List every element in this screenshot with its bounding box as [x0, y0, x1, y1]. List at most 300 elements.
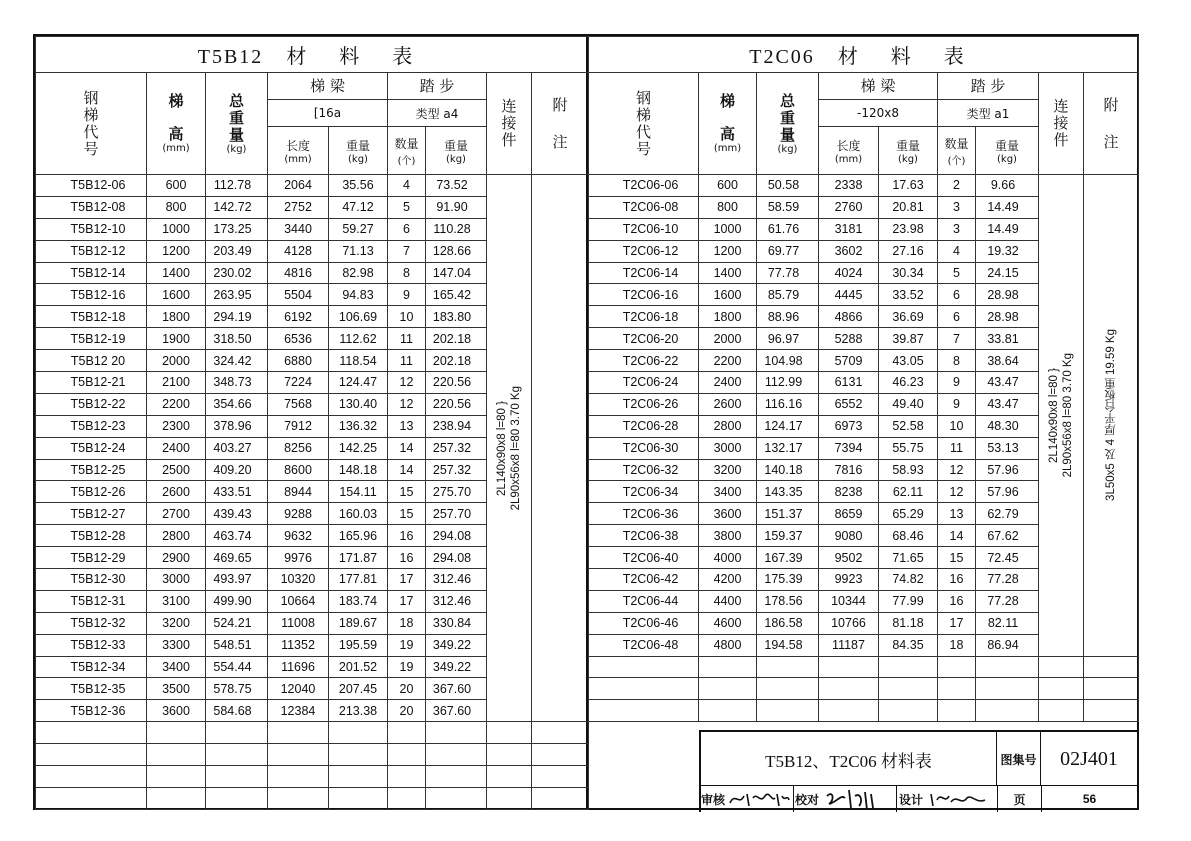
- cell-beam-weight: 47.12: [329, 196, 388, 218]
- cell-code: T5B12-26: [36, 481, 147, 503]
- cell-tread-count: [388, 787, 426, 809]
- cell-beam-weight: 136.32: [329, 415, 388, 437]
- cell-beam-weight: [329, 787, 388, 809]
- cell-beam-length: 4128: [268, 240, 329, 262]
- right-material-table-panel: [588, 36, 1138, 808]
- cell-beam-length: [268, 744, 329, 766]
- cell-tread-count: 16: [388, 525, 426, 547]
- cell-tread-count: 8: [938, 350, 976, 372]
- cell-total-weight: 77.78: [757, 262, 819, 284]
- cell-tread-count: 18: [388, 612, 426, 634]
- cell-code: T2C06-36: [589, 503, 699, 525]
- cell-height: 1800: [699, 306, 757, 328]
- cell-tread-count: [388, 744, 426, 766]
- col-header-tread: 踏 步: [388, 73, 487, 100]
- cell-beam-weight: 35.56: [329, 175, 388, 197]
- empty-cell: [1084, 656, 1139, 678]
- cell-beam-length: 8600: [268, 459, 329, 481]
- right-title-text: 材 料 表: [837, 46, 978, 68]
- cell-height: 3400: [699, 481, 757, 503]
- cell-code: T2C06-28: [589, 415, 699, 437]
- cell-tread-weight: 19.32: [976, 240, 1039, 262]
- cell-beam-length: 3440: [268, 218, 329, 240]
- cell-beam-weight: 165.96: [329, 525, 388, 547]
- cell-total-weight: 178.56: [757, 590, 819, 612]
- cell-tread-weight: 53.13: [976, 437, 1039, 459]
- design-label: 设计: [898, 792, 923, 807]
- cell-tread-weight: 220.56: [426, 372, 487, 394]
- cell-code: T2C06-48: [589, 634, 699, 656]
- cell-total-weight: 58.59: [757, 196, 819, 218]
- cell-beam-weight: 183.74: [329, 590, 388, 612]
- cell-height: 2900: [147, 547, 206, 569]
- cell-code: T2C06-32: [589, 459, 699, 481]
- cell-beam-weight: 82.98: [329, 262, 388, 284]
- cell-beam-weight: 118.54: [329, 350, 388, 372]
- drawing-sheet: [33, 34, 1139, 810]
- cell-height: 4600: [699, 612, 757, 634]
- cell-height: 2700: [147, 503, 206, 525]
- table-row: [36, 787, 589, 809]
- cell-beam-length: 7394: [819, 437, 879, 459]
- cell-height: 2300: [147, 415, 206, 437]
- table-row: [589, 175, 1139, 197]
- cell-code: T2C06-40: [589, 547, 699, 569]
- cell-code: T2C06-22: [589, 350, 699, 372]
- cell-height: 4000: [699, 547, 757, 569]
- cell-height: 4800: [699, 634, 757, 656]
- cell-code: T5B12-12: [36, 240, 147, 262]
- page-number: 56: [1082, 792, 1097, 806]
- col-header-tread-weight: 重量 (kg): [426, 127, 487, 175]
- cell-beam-length: 8659: [819, 503, 879, 525]
- cell-beam-length: 6131: [819, 372, 879, 394]
- cell-tread-count: [938, 700, 976, 722]
- cell-total-weight: 348.73: [206, 372, 268, 394]
- cell-beam-length: 9288: [268, 503, 329, 525]
- cell-tread-count: 7: [938, 328, 976, 350]
- cell-tread-count: 12: [938, 459, 976, 481]
- cell-beam-length: 5709: [819, 350, 879, 372]
- cell-beam-weight: [329, 766, 388, 788]
- cell-height: 3100: [147, 590, 206, 612]
- cell-height: 2200: [147, 393, 206, 415]
- cell-tread-count: [938, 678, 976, 700]
- cell-tread-count: 10: [388, 306, 426, 328]
- cell-tread-count: 11: [388, 350, 426, 372]
- cell-tread-count: 15: [388, 481, 426, 503]
- note-cell: [1084, 175, 1139, 657]
- note-cell: [532, 175, 589, 722]
- cell-height: 1200: [699, 240, 757, 262]
- cell-beam-weight: 106.69: [329, 306, 388, 328]
- table-row: [589, 656, 1139, 678]
- cell-code: T5B12-16: [36, 284, 147, 306]
- cell-tread-weight: 165.42: [426, 284, 487, 306]
- cell-beam-weight: 71.65: [879, 547, 938, 569]
- cell-tread-count: 17: [938, 612, 976, 634]
- cell-tread-weight: 147.04: [426, 262, 487, 284]
- empty-cell: [532, 787, 589, 809]
- cell-beam-length: 10664: [268, 590, 329, 612]
- cell-beam-weight: 94.83: [329, 284, 388, 306]
- cell-code: T5B12 20: [36, 350, 147, 372]
- cell-height: 1600: [699, 284, 757, 306]
- cell-height: 800: [147, 196, 206, 218]
- cell-height: 2500: [147, 459, 206, 481]
- cell-tread-count: 12: [938, 481, 976, 503]
- cell-height: 1800: [147, 306, 206, 328]
- cell-tread-count: 10: [938, 415, 976, 437]
- cell-code: T2C06-14: [589, 262, 699, 284]
- cell-code: [36, 722, 147, 744]
- reviewer-signature: [727, 788, 791, 810]
- cell-tread-weight: 86.94: [976, 634, 1039, 656]
- cell-beam-length: 9080: [819, 525, 879, 547]
- cell-height: 4200: [699, 569, 757, 591]
- cell-tread-weight: 28.98: [976, 284, 1039, 306]
- cell-tread-count: 6: [938, 284, 976, 306]
- cell-tread-count: 3: [938, 218, 976, 240]
- cell-total-weight: [206, 722, 268, 744]
- cell-beam-length: [819, 700, 879, 722]
- cell-code: T2C06-12: [589, 240, 699, 262]
- cell-code: [36, 787, 147, 809]
- cell-beam-weight: [879, 656, 938, 678]
- cell-code: T2C06-20: [589, 328, 699, 350]
- cell-tread-weight: 82.11: [976, 612, 1039, 634]
- cell-height: 600: [147, 175, 206, 197]
- cell-total-weight: 143.35: [757, 481, 819, 503]
- designer-signature: [927, 788, 989, 810]
- cell-total-weight: 524.21: [206, 612, 268, 634]
- cell-tread-weight: [976, 656, 1039, 678]
- cell-total-weight: 378.96: [206, 415, 268, 437]
- cell-code: T2C06-18: [589, 306, 699, 328]
- cell-tread-count: [938, 656, 976, 678]
- cell-total-weight: 69.77: [757, 240, 819, 262]
- cell-total-weight: 50.58: [757, 175, 819, 197]
- cell-height: 1900: [147, 328, 206, 350]
- cell-code: [589, 678, 699, 700]
- cell-beam-weight: 201.52: [329, 656, 388, 678]
- cell-tread-weight: 220.56: [426, 393, 487, 415]
- cell-height: 800: [699, 196, 757, 218]
- cell-code: T2C06-26: [589, 393, 699, 415]
- cell-code: T2C06-30: [589, 437, 699, 459]
- cell-beam-length: 3602: [819, 240, 879, 262]
- cell-tread-count: 17: [388, 590, 426, 612]
- cell-beam-weight: [879, 678, 938, 700]
- cell-height: 2000: [147, 350, 206, 372]
- cell-tread-count: 13: [388, 415, 426, 437]
- cell-beam-length: [268, 722, 329, 744]
- cell-height: 3000: [147, 569, 206, 591]
- cell-beam-length: 8944: [268, 481, 329, 503]
- cell-beam-length: 2338: [819, 175, 879, 197]
- cell-tread-weight: 48.30: [976, 415, 1039, 437]
- cell-tread-count: 2: [938, 175, 976, 197]
- cell-total-weight: 324.42: [206, 350, 268, 372]
- right-table-title: [589, 37, 1139, 73]
- cell-beam-weight: 213.38: [329, 700, 388, 722]
- col-header-code: 钢 梯 代 号: [589, 73, 699, 175]
- cell-total-weight: 142.72: [206, 196, 268, 218]
- cell-beam-length: 9632: [268, 525, 329, 547]
- cell-height: 3200: [699, 459, 757, 481]
- cell-beam-length: 12040: [268, 678, 329, 700]
- col-header-tread: 踏 步: [938, 73, 1039, 100]
- cell-tread-weight: 257.32: [426, 459, 487, 481]
- cell-height: 2800: [699, 415, 757, 437]
- cell-code: T2C06-46: [589, 612, 699, 634]
- cell-total-weight: 151.37: [757, 503, 819, 525]
- cell-total-weight: 439.43: [206, 503, 268, 525]
- cell-total-weight: 354.66: [206, 393, 268, 415]
- cell-code: T5B12-18: [36, 306, 147, 328]
- cell-tread-weight: [976, 700, 1039, 722]
- cell-beam-length: 4024: [819, 262, 879, 284]
- col-header-connector: 连 接 件: [1039, 73, 1084, 175]
- cell-tread-count: 16: [938, 590, 976, 612]
- cell-tread-count: 20: [388, 700, 426, 722]
- cell-tread-count: 19: [388, 656, 426, 678]
- cell-beam-length: 4816: [268, 262, 329, 284]
- cell-beam-weight: 189.67: [329, 612, 388, 634]
- cell-beam-length: 11008: [268, 612, 329, 634]
- cell-tread-count: 3: [938, 196, 976, 218]
- cell-code: T2C06-38: [589, 525, 699, 547]
- cell-tread-count: 17: [388, 569, 426, 591]
- cell-total-weight: 578.75: [206, 678, 268, 700]
- col-header-note: 附 注: [532, 73, 589, 175]
- cell-code: [36, 766, 147, 788]
- col-header-beam: 梯 梁: [819, 73, 938, 100]
- cell-beam-weight: 27.16: [879, 240, 938, 262]
- cell-code: T5B12-10: [36, 218, 147, 240]
- empty-cell: [532, 766, 589, 788]
- cell-code: T2C06-44: [589, 590, 699, 612]
- cell-tread-count: 14: [388, 459, 426, 481]
- cell-beam-length: 11352: [268, 634, 329, 656]
- cell-beam-weight: 20.81: [879, 196, 938, 218]
- cell-tread-count: 15: [388, 503, 426, 525]
- cell-beam-weight: 55.75: [879, 437, 938, 459]
- cell-code: T2C06-16: [589, 284, 699, 306]
- cell-tread-weight: 43.47: [976, 393, 1039, 415]
- cell-tread-count: 6: [938, 306, 976, 328]
- cell-tread-weight: 14.49: [976, 196, 1039, 218]
- cell-tread-weight: 238.94: [426, 415, 487, 437]
- cell-height: 1400: [147, 262, 206, 284]
- cell-total-weight: 194.58: [757, 634, 819, 656]
- left-title-text: 材 料 表: [286, 46, 427, 68]
- cell-tread-count: 9: [938, 372, 976, 394]
- cell-tread-weight: 72.45: [976, 547, 1039, 569]
- cell-beam-weight: 58.93: [879, 459, 938, 481]
- cell-tread-weight: 312.46: [426, 569, 487, 591]
- cell-tread-weight: [426, 766, 487, 788]
- cell-tread-weight: 77.28: [976, 590, 1039, 612]
- cell-beam-length: 7912: [268, 415, 329, 437]
- cell-code: T5B12-36: [36, 700, 147, 722]
- cell-beam-weight: 39.87: [879, 328, 938, 350]
- cell-height: 3500: [147, 678, 206, 700]
- cell-tread-weight: 110.28: [426, 218, 487, 240]
- empty-cell: [1039, 656, 1084, 678]
- cell-beam-length: 2752: [268, 196, 329, 218]
- cell-beam-length: 6973: [819, 415, 879, 437]
- cell-total-weight: 175.39: [757, 569, 819, 591]
- tread-type: 类型 a1: [938, 100, 1039, 127]
- cell-beam-length: 9923: [819, 569, 879, 591]
- connector-line-2: 2L90x56x8 l=80 3.70 Kg: [1061, 353, 1074, 478]
- cell-total-weight: 104.98: [757, 350, 819, 372]
- cell-total-weight: [206, 766, 268, 788]
- left-table-title: [36, 37, 589, 73]
- cell-tread-count: 11: [938, 437, 976, 459]
- cell-beam-length: 5288: [819, 328, 879, 350]
- cell-tread-weight: 349.22: [426, 634, 487, 656]
- empty-cell: [487, 766, 532, 788]
- cell-code: T5B12-34: [36, 656, 147, 678]
- left-material-table: [35, 36, 589, 810]
- cell-code: T5B12-31: [36, 590, 147, 612]
- cell-tread-weight: 9.66: [976, 175, 1039, 197]
- cell-beam-length: 6880: [268, 350, 329, 372]
- cell-total-weight: 263.95: [206, 284, 268, 306]
- connector-cell: [487, 175, 532, 722]
- cell-beam-length: 12384: [268, 700, 329, 722]
- left-material-table-panel: [35, 36, 588, 808]
- cell-beam-length: 2064: [268, 175, 329, 197]
- cell-total-weight: 124.17: [757, 415, 819, 437]
- cell-beam-length: 5504: [268, 284, 329, 306]
- cell-beam-weight: 124.47: [329, 372, 388, 394]
- page-label: 页: [1013, 792, 1026, 807]
- cell-total-weight: 159.37: [757, 525, 819, 547]
- cell-beam-length: [819, 678, 879, 700]
- cell-tread-count: 9: [938, 393, 976, 415]
- cell-total-weight: 140.18: [757, 459, 819, 481]
- cell-beam-length: 10344: [819, 590, 879, 612]
- cell-code: T5B12-30: [36, 569, 147, 591]
- cell-code: T2C06-06: [589, 175, 699, 197]
- cell-tread-weight: 62.79: [976, 503, 1039, 525]
- cell-tread-weight: 67.62: [976, 525, 1039, 547]
- cell-height: 3800: [699, 525, 757, 547]
- cell-code: T2C06-42: [589, 569, 699, 591]
- cell-tread-count: 14: [938, 525, 976, 547]
- cell-beam-length: 10320: [268, 569, 329, 591]
- cell-beam-weight: 17.63: [879, 175, 938, 197]
- cell-code: T5B12-27: [36, 503, 147, 525]
- cell-tread-weight: 57.96: [976, 481, 1039, 503]
- cell-total-weight: 469.65: [206, 547, 268, 569]
- cell-beam-weight: 49.40: [879, 393, 938, 415]
- cell-tread-weight: 330.84: [426, 612, 487, 634]
- drawing-title: T5B12、T2C06 材料表: [701, 732, 997, 786]
- empty-cell: [487, 744, 532, 766]
- cell-tread-weight: 367.60: [426, 678, 487, 700]
- col-header-note: 附 注: [1084, 73, 1139, 175]
- cell-code: T5B12-19: [36, 328, 147, 350]
- cell-beam-weight: [879, 700, 938, 722]
- cell-total-weight: 230.02: [206, 262, 268, 284]
- atlas-number: 02J401: [1060, 747, 1118, 770]
- cell-beam-weight: 36.69: [879, 306, 938, 328]
- col-header-total-weight: 总 重 量 (kg): [757, 73, 819, 175]
- cell-total-weight: 584.68: [206, 700, 268, 722]
- cell-tread-count: 14: [388, 437, 426, 459]
- cell-tread-weight: 24.15: [976, 262, 1039, 284]
- cell-height: 3600: [699, 503, 757, 525]
- review-label: 审核: [701, 792, 726, 807]
- cell-code: T5B12-23: [36, 415, 147, 437]
- cell-beam-length: 3181: [819, 218, 879, 240]
- cell-code: T5B12-08: [36, 196, 147, 218]
- cell-beam-length: 6192: [268, 306, 329, 328]
- empty-cell: [1039, 700, 1084, 722]
- cell-height: 2800: [147, 525, 206, 547]
- cell-height: 4400: [699, 590, 757, 612]
- cell-tread-weight: 202.18: [426, 328, 487, 350]
- cell-height: 2400: [699, 372, 757, 394]
- cell-height: 2600: [147, 481, 206, 503]
- cell-beam-weight: 177.81: [329, 569, 388, 591]
- cell-tread-count: [388, 722, 426, 744]
- col-header-beam-weight: 重量 (kg): [329, 127, 388, 175]
- empty-cell: [487, 787, 532, 809]
- col-header-beam-length: 长度 (mm): [268, 127, 329, 175]
- cell-height: 2100: [147, 372, 206, 394]
- cell-beam-length: 4866: [819, 306, 879, 328]
- cell-height: [147, 787, 206, 809]
- check-label: 校对: [794, 792, 819, 807]
- left-table-body: [36, 175, 589, 810]
- cell-code: [589, 656, 699, 678]
- cell-code: T2C06-24: [589, 372, 699, 394]
- atlas-number-label: 图集号: [997, 732, 1041, 786]
- cell-tread-weight: 275.70: [426, 481, 487, 503]
- empty-cell: [487, 722, 532, 744]
- cell-height: 1200: [147, 240, 206, 262]
- cell-tread-count: 5: [938, 262, 976, 284]
- cell-beam-length: [819, 656, 879, 678]
- cell-tread-weight: [426, 722, 487, 744]
- col-header-tread-weight: 重量 (kg): [976, 127, 1039, 175]
- cell-beam-weight: 160.03: [329, 503, 388, 525]
- cell-height: 1600: [147, 284, 206, 306]
- cell-total-weight: 463.74: [206, 525, 268, 547]
- cell-beam-length: 8238: [819, 481, 879, 503]
- cell-tread-weight: 294.08: [426, 525, 487, 547]
- cell-tread-weight: [976, 678, 1039, 700]
- cell-code: T5B12-32: [36, 612, 147, 634]
- cell-code: [36, 744, 147, 766]
- cell-tread-weight: 349.22: [426, 656, 487, 678]
- cell-tread-count: [388, 766, 426, 788]
- cell-tread-weight: 202.18: [426, 350, 487, 372]
- cell-beam-length: 2760: [819, 196, 879, 218]
- cell-total-weight: 96.97: [757, 328, 819, 350]
- empty-cell: [1084, 700, 1139, 722]
- cell-tread-count: 18: [938, 634, 976, 656]
- title-block: [699, 730, 1137, 812]
- connector-line-2: 2L90x56x8 l=80 3.70 Kg: [509, 385, 522, 511]
- cell-total-weight: 294.19: [206, 306, 268, 328]
- cell-total-weight: [206, 787, 268, 809]
